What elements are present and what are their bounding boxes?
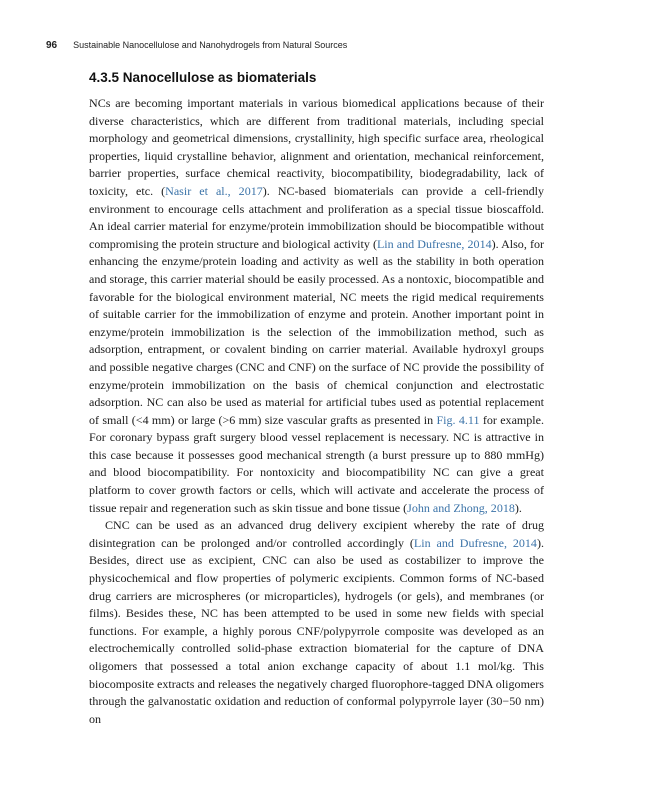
citation-link[interactable]: Nasir et al., 2017 [165,183,263,198]
text-run: for example. For coronary bypass graft surgery blood vessel replacement is necessary. NC is attractive in this case because it possesses good mechanical strength (a burst pressure up to 880 mmHg) and blood biocompatibility. For nontoxicity and biocompatibility NC can give a great platform to cover growth factors or cells, which will activate and accelerate the process of tissue repair and regeneration such as skin tissue and bone tissue ( [89,412,545,515]
text-run: NCs are becoming important materials in various biomedical applications because of their diverse characteristics, which are different from traditional materials, including special morphology and geometrical dimensions, crystallinity, high specific surface area, rheological properties, liquid crystalline behavior, alignment and orientation, mechanical reinforcement, barrier properties, surface chemical reactivity, biocompatibility, biodegradability, lack of toxicity, etc. ( [89,96,544,198]
citation-link[interactable]: Lin and Dufresne, 2014 [376,236,492,251]
citation-link[interactable]: John and Zhong, 2018 [407,500,515,515]
text-run: CNC can be used as an advanced drug delivery excipient whereby the rate of drug disintegration can be prolonged and/or controlled accordingly ( [89,518,544,550]
paragraph-1 [89,95,544,517]
citation-link[interactable]: Lin and Dufresne, 2014 [413,535,537,550]
text-run: ). Also, for enhancing the enzyme/protein loading and activity as well as the stability in both operation and storage, this carrier material should be easily processed. As a nontoxic, biocompatible and favorable for the biological environment material, NC meets the rigid medical requirements of suitable carrier for the immobilization of enzyme and protein. Another important point in enzyme/protein immobilization is the selection of the immobilization method, such as adsorption, entrapment, or covalent binding on carrier material. Available hydroxyl groups and possible negative charges (CNC and CNF) on the surface of NC provide the possibility of enzyme/protein immobilization on the basis of chemical conjunction and electrostatic adsorption. NC can also be used as material for artificial tubes used as potential replacement of small (<4 mm) or large (>6 mm) size vascular grafts as presented in [89,236,544,427]
section-title: 4.3.5 Nanocellulose as biomaterials [89,70,317,85]
figure-link[interactable]: Fig. 4.11 [436,412,480,427]
page-number: 96 [46,40,58,51]
text-run: ). [514,500,522,515]
running-header [46,40,566,56]
paragraph-2 [89,517,544,728]
running-title: Sustainable Nanocellulose and Nanohydrogels from Natural Sources [73,40,348,50]
text-run: ). NC-based biomaterials can provide a cell-friendly environment to encourage cells attachment and proliferation as a special tissue bioscaffold. An ideal carrier material for enzyme/protein immobilization should be biocompatible without compromising the protein structure and biological activity ( [89,183,545,251]
text-run: ). Besides, direct use as excipient, CNC can also be used as costabilizer to improve the physicochemical and flow properties of polymeric excipients. Common forms of NC-based drug carriers are microspheres (or microparticles), hydrogels (or gels), and membranes (or films). Besides these, NC has been attempted to be used in some new fields with special functions. For example, a highly porous CNF/polypyrrole composite was developed as an electrochemically controlled solid-phase extraction biomaterial for the capture of DNA oligomers that possessed a total anion exchange capacity of about 1.1 mol/kg. This biocomposite extracts and releases the negatively charged fluorophore-tagged DNA oligomers through the galvanostatic oxidation and reduction of conformal polypyrrole layer (30−50 nm) on [89,535,544,726]
body-text [89,95,544,728]
